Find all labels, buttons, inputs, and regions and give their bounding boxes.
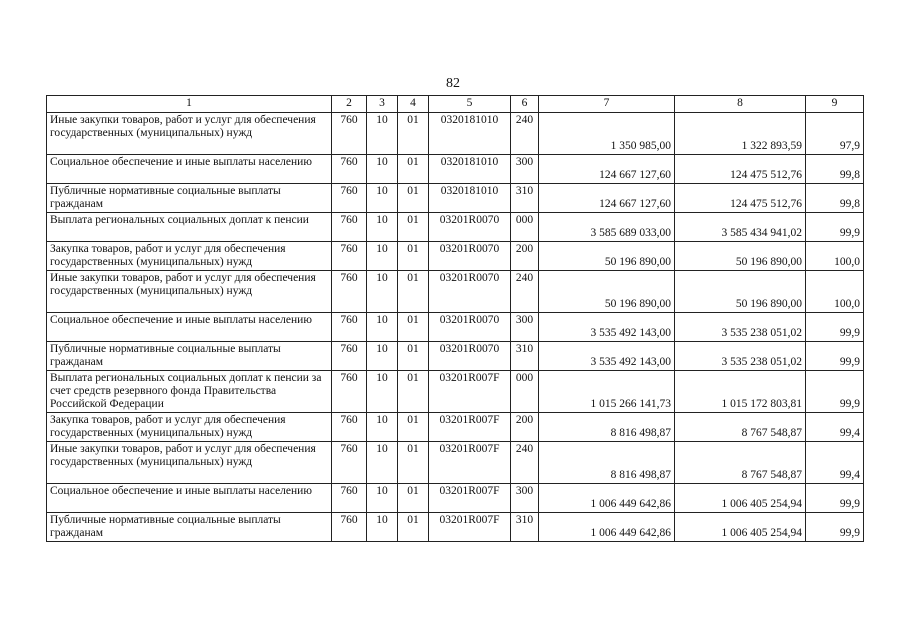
executed-amount-cell: 8 767 548,87 bbox=[675, 442, 806, 484]
subsection-code-cell: 01 bbox=[398, 213, 429, 242]
subsection-code-cell: 01 bbox=[398, 371, 429, 413]
row-name-cell: Публичные нормативные социальные выплаты гражданам bbox=[47, 184, 332, 213]
target-article-cell: 03201R0070 bbox=[429, 313, 511, 342]
planned-amount-cell: 8 816 498,87 bbox=[539, 442, 675, 484]
table-row bbox=[47, 442, 864, 484]
planned-amount-cell: 3 535 492 143,00 bbox=[539, 342, 675, 371]
column-number-row bbox=[47, 96, 864, 113]
planned-amount-cell: 1 350 985,00 bbox=[539, 113, 675, 155]
executed-amount-cell: 1 006 405 254,94 bbox=[675, 513, 806, 542]
executed-amount-cell: 1 006 405 254,94 bbox=[675, 484, 806, 513]
expense-type-cell: 300 bbox=[511, 484, 539, 513]
planned-amount-cell: 1 006 449 642,86 bbox=[539, 484, 675, 513]
execution-percent-cell: 97,9 bbox=[806, 113, 864, 155]
row-name-cell: Публичные нормативные социальные выплаты гражданам bbox=[47, 342, 332, 371]
page-number: 82 bbox=[446, 76, 460, 91]
planned-amount-cell: 3 585 689 033,00 bbox=[539, 213, 675, 242]
execution-percent-cell: 99,9 bbox=[806, 342, 864, 371]
executed-amount-cell: 1 322 893,59 bbox=[675, 113, 806, 155]
row-name-cell: Социальное обеспечение и иные выплаты населению bbox=[47, 484, 332, 513]
grbs-code-cell: 760 bbox=[332, 513, 367, 542]
section-code-cell: 10 bbox=[367, 513, 398, 542]
section-code-cell: 10 bbox=[367, 155, 398, 184]
execution-percent-cell: 100,0 bbox=[806, 242, 864, 271]
executed-amount-cell: 124 475 512,76 bbox=[675, 155, 806, 184]
target-article-cell: 03201R0070 bbox=[429, 342, 511, 371]
execution-percent-cell: 99,4 bbox=[806, 413, 864, 442]
subsection-code-cell: 01 bbox=[398, 442, 429, 484]
target-article-cell: 03201R007F bbox=[429, 484, 511, 513]
target-article-cell: 03201R007F bbox=[429, 513, 511, 542]
subsection-code-cell: 01 bbox=[398, 271, 429, 313]
target-article-cell: 0320181010 bbox=[429, 155, 511, 184]
subsection-code-cell: 01 bbox=[398, 342, 429, 371]
subsection-code-cell: 01 bbox=[398, 513, 429, 542]
planned-amount-cell: 3 535 492 143,00 bbox=[539, 313, 675, 342]
table-row bbox=[47, 155, 864, 184]
section-code-cell: 10 bbox=[367, 371, 398, 413]
grbs-code-cell: 760 bbox=[332, 184, 367, 213]
row-name-cell: Публичные нормативные социальные выплаты гражданам bbox=[47, 513, 332, 542]
executed-amount-cell: 8 767 548,87 bbox=[675, 413, 806, 442]
column-number-header: 7 bbox=[539, 96, 675, 113]
table-row bbox=[47, 371, 864, 413]
expense-type-cell: 310 bbox=[511, 342, 539, 371]
execution-percent-cell: 99,9 bbox=[806, 213, 864, 242]
execution-percent-cell: 99,9 bbox=[806, 484, 864, 513]
budget-table bbox=[46, 95, 864, 542]
row-name-cell: Закупка товаров, работ и услуг для обеспечения государственных (муниципальных) нужд bbox=[47, 413, 332, 442]
execution-percent-cell: 99,4 bbox=[806, 442, 864, 484]
table-row bbox=[47, 313, 864, 342]
grbs-code-cell: 760 bbox=[332, 113, 367, 155]
executed-amount-cell: 50 196 890,00 bbox=[675, 242, 806, 271]
expense-type-cell: 300 bbox=[511, 313, 539, 342]
table-row bbox=[47, 242, 864, 271]
executed-amount-cell: 1 015 172 803,81 bbox=[675, 371, 806, 413]
execution-percent-cell: 99,9 bbox=[806, 371, 864, 413]
target-article-cell: 03201R0070 bbox=[429, 213, 511, 242]
expense-type-cell: 240 bbox=[511, 271, 539, 313]
planned-amount-cell: 1 006 449 642,86 bbox=[539, 513, 675, 542]
expense-type-cell: 000 bbox=[511, 371, 539, 413]
executed-amount-cell: 3 535 238 051,02 bbox=[675, 313, 806, 342]
subsection-code-cell: 01 bbox=[398, 313, 429, 342]
executed-amount-cell: 3 585 434 941,02 bbox=[675, 213, 806, 242]
section-code-cell: 10 bbox=[367, 442, 398, 484]
execution-percent-cell: 99,8 bbox=[806, 184, 864, 213]
execution-percent-cell: 99,9 bbox=[806, 513, 864, 542]
row-name-cell: Иные закупки товаров, работ и услуг для обеспечения государственных (муниципальных) нужд bbox=[47, 442, 332, 484]
expense-type-cell: 300 bbox=[511, 155, 539, 184]
expense-type-cell: 310 bbox=[511, 513, 539, 542]
section-code-cell: 10 bbox=[367, 484, 398, 513]
grbs-code-cell: 760 bbox=[332, 342, 367, 371]
grbs-code-cell: 760 bbox=[332, 442, 367, 484]
table-row bbox=[47, 513, 864, 542]
execution-percent-cell: 100,0 bbox=[806, 271, 864, 313]
subsection-code-cell: 01 bbox=[398, 484, 429, 513]
target-article-cell: 03201R007F bbox=[429, 442, 511, 484]
target-article-cell: 03201R007F bbox=[429, 371, 511, 413]
grbs-code-cell: 760 bbox=[332, 271, 367, 313]
table-row bbox=[47, 413, 864, 442]
expense-type-cell: 000 bbox=[511, 213, 539, 242]
grbs-code-cell: 760 bbox=[332, 242, 367, 271]
table-row bbox=[47, 184, 864, 213]
target-article-cell: 03201R007F bbox=[429, 413, 511, 442]
section-code-cell: 10 bbox=[367, 342, 398, 371]
table-row bbox=[47, 213, 864, 242]
subsection-code-cell: 01 bbox=[398, 242, 429, 271]
table-row bbox=[47, 113, 864, 155]
row-name-cell: Выплата региональных социальных доплат к пенсии bbox=[47, 213, 332, 242]
target-article-cell: 0320181010 bbox=[429, 184, 511, 213]
table-row bbox=[47, 271, 864, 313]
table-row bbox=[47, 484, 864, 513]
executed-amount-cell: 124 475 512,76 bbox=[675, 184, 806, 213]
section-code-cell: 10 bbox=[367, 242, 398, 271]
planned-amount-cell: 50 196 890,00 bbox=[539, 271, 675, 313]
execution-percent-cell: 99,9 bbox=[806, 313, 864, 342]
executed-amount-cell: 3 535 238 051,02 bbox=[675, 342, 806, 371]
column-number-header: 3 bbox=[367, 96, 398, 113]
column-number-header: 1 bbox=[47, 96, 332, 113]
column-number-header: 2 bbox=[332, 96, 367, 113]
row-name-cell: Закупка товаров, работ и услуг для обеспечения государственных (муниципальных) нужд bbox=[47, 242, 332, 271]
target-article-cell: 03201R0070 bbox=[429, 242, 511, 271]
section-code-cell: 10 bbox=[367, 313, 398, 342]
executed-amount-cell: 50 196 890,00 bbox=[675, 271, 806, 313]
column-number-header: 4 bbox=[398, 96, 429, 113]
grbs-code-cell: 760 bbox=[332, 413, 367, 442]
expense-type-cell: 310 bbox=[511, 184, 539, 213]
grbs-code-cell: 760 bbox=[332, 371, 367, 413]
planned-amount-cell: 124 667 127,60 bbox=[539, 184, 675, 213]
row-name-cell: Иные закупки товаров, работ и услуг для обеспечения государственных (муниципальных) нужд bbox=[47, 271, 332, 313]
section-code-cell: 10 bbox=[367, 113, 398, 155]
section-code-cell: 10 bbox=[367, 271, 398, 313]
target-article-cell: 03201R0070 bbox=[429, 271, 511, 313]
planned-amount-cell: 50 196 890,00 bbox=[539, 242, 675, 271]
row-name-cell: Социальное обеспечение и иные выплаты населению bbox=[47, 155, 332, 184]
expense-type-cell: 200 bbox=[511, 242, 539, 271]
execution-percent-cell: 99,8 bbox=[806, 155, 864, 184]
column-number-header: 9 bbox=[806, 96, 864, 113]
row-name-cell: Выплата региональных социальных доплат к пенсии за счет средств резервного фонда Правительства Российской Федерации bbox=[47, 371, 332, 413]
section-code-cell: 10 bbox=[367, 213, 398, 242]
planned-amount-cell: 124 667 127,60 bbox=[539, 155, 675, 184]
grbs-code-cell: 760 bbox=[332, 155, 367, 184]
subsection-code-cell: 01 bbox=[398, 413, 429, 442]
planned-amount-cell: 8 816 498,87 bbox=[539, 413, 675, 442]
expense-type-cell: 240 bbox=[511, 442, 539, 484]
subsection-code-cell: 01 bbox=[398, 113, 429, 155]
expense-type-cell: 240 bbox=[511, 113, 539, 155]
row-name-cell: Социальное обеспечение и иные выплаты населению bbox=[47, 313, 332, 342]
column-number-header: 8 bbox=[675, 96, 806, 113]
subsection-code-cell: 01 bbox=[398, 184, 429, 213]
expense-type-cell: 200 bbox=[511, 413, 539, 442]
target-article-cell: 0320181010 bbox=[429, 113, 511, 155]
column-number-header: 5 bbox=[429, 96, 511, 113]
grbs-code-cell: 760 bbox=[332, 313, 367, 342]
section-code-cell: 10 bbox=[367, 184, 398, 213]
row-name-cell: Иные закупки товаров, работ и услуг для обеспечения государственных (муниципальных) нужд bbox=[47, 113, 332, 155]
table-row bbox=[47, 342, 864, 371]
subsection-code-cell: 01 bbox=[398, 155, 429, 184]
grbs-code-cell: 760 bbox=[332, 484, 367, 513]
planned-amount-cell: 1 015 266 141,73 bbox=[539, 371, 675, 413]
grbs-code-cell: 760 bbox=[332, 213, 367, 242]
section-code-cell: 10 bbox=[367, 413, 398, 442]
column-number-header: 6 bbox=[511, 96, 539, 113]
